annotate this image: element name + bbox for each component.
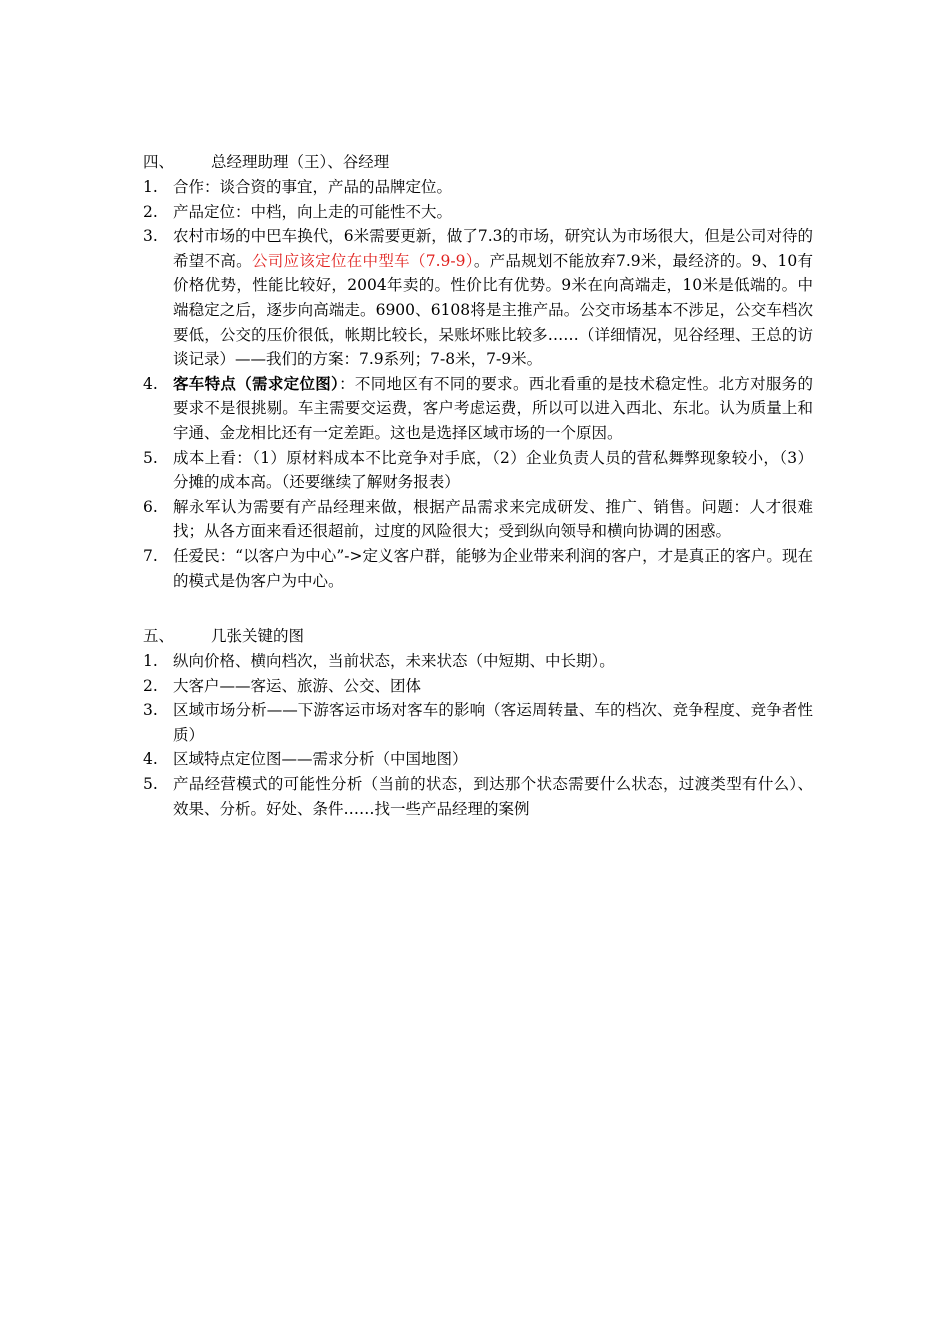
item-text-end: 。产品规划不能放弃7.9米，最经济的。9、10有价格优势，性能比较好，2004年卖的。性价比有优势。9米在向高端走，10米是低端的。中端稳定之后，逐步向高端走。6900、6108将是主推产品。公交市场基本不涉足，公交车档次要低，公交的压价很低，帐期比较长，呆账坏账比较多……（详细情况，见谷经理、王总的访谈记录）——我们的方案：7.9系列；7-8米，7-9米。: [173, 251, 813, 369]
item-text: 大客户——客运、旅游、公交、团体: [173, 676, 422, 695]
item-number: 3.: [143, 227, 158, 246]
section-5: [143, 624, 813, 821]
item-text: 任爱民：“以客户为中心”->定义客户群，能够为企业带来利润的客户，才是真正的客户。现在的模式是伪客户为中心。: [173, 546, 813, 590]
section-4-list: [143, 175, 813, 593]
list-item: [143, 200, 813, 225]
item-text: 产品定位：中档，向上走的可能性不大。: [173, 202, 453, 221]
list-item: [143, 544, 813, 593]
item-text: ：不同地区有不同的要求。西北看重的是技术稳定性。北方对服务的要求不是很挑剔。车主需要交运费，客户考虑运费，所以可以进入西北、东北。认为质量上和宇通、金龙相比还有一定差距。这也是选择区域市场的一个原因。: [173, 374, 813, 442]
item-text: 产品经营模式的可能性分析（当前的状态，到达那个状态需要什么状态，过渡类型有什么）、效果、分析。好处、条件……找一些产品经理的案例: [173, 774, 813, 818]
item-text: 区域特点定位图——需求分析（中国地图）: [173, 750, 468, 769]
list-item: [143, 698, 813, 747]
item-number: 4.: [143, 750, 158, 769]
bold-term: 客车特点（需求定位图）: [173, 373, 340, 393]
highlighted-text: 公司应该定位在中型车（7.9-9）: [251, 251, 474, 270]
section-title: 总经理助理（王）、谷经理: [211, 153, 390, 171]
item-number: 1.: [143, 652, 158, 670]
section-5-list: [143, 649, 813, 821]
item-number: 2.: [143, 676, 158, 695]
item-text: 成本上看：（1）原材料成本不比竞争对手底，（2）企业负责人员的营私舞弊现象较小，（3）分摊的成本高。（还要继续了解财务报表）: [173, 448, 813, 492]
item-text: 合作：谈合资的事宜，产品的品牌定位。: [173, 178, 453, 196]
list-item: [143, 175, 813, 200]
section-number: 五、: [143, 627, 175, 645]
list-item: [143, 649, 813, 674]
list-item: [143, 446, 813, 495]
list-item: [143, 372, 813, 446]
item-number: 7.: [143, 546, 158, 565]
item-text: 区域市场分析——下游客运市场对客车的影响（客运周转量、车的档次、竞争程度、竞争者性质）: [173, 701, 813, 744]
item-number: 5.: [143, 774, 158, 793]
item-number: 5.: [143, 448, 158, 467]
list-item: [143, 772, 813, 821]
item-number: 1.: [143, 178, 158, 196]
list-item: [143, 674, 813, 699]
section-title: 几张关键的图: [211, 627, 305, 645]
list-item: [143, 747, 813, 772]
item-text-start: 农村市场的中巴车换代，6米需要更新，做了7.3的市场，研究认为市场很大，但是公司对待的希望不高。: [173, 227, 813, 270]
item-number: 3.: [143, 701, 158, 720]
item-number: 4.: [143, 374, 158, 393]
item-number: 2.: [143, 202, 158, 221]
item-text: 解永军认为需要有产品经理来做，根据产品需求来完成研发、推广、销售。问题：人才很难找；从各方面来看还很超前，过度的风险很大；受到纵向领导和横向协调的困惑。: [173, 497, 813, 541]
item-text: 纵向价格、横向档次，当前状态，未来状态（中短期、中长期）。: [173, 652, 615, 670]
section-number: 四、: [143, 153, 175, 171]
section-heading: [143, 150, 813, 175]
item-number: 6.: [143, 497, 158, 516]
section-heading: [143, 624, 813, 649]
section-4: [143, 150, 813, 593]
list-item: [143, 224, 813, 372]
list-item: [143, 495, 813, 544]
